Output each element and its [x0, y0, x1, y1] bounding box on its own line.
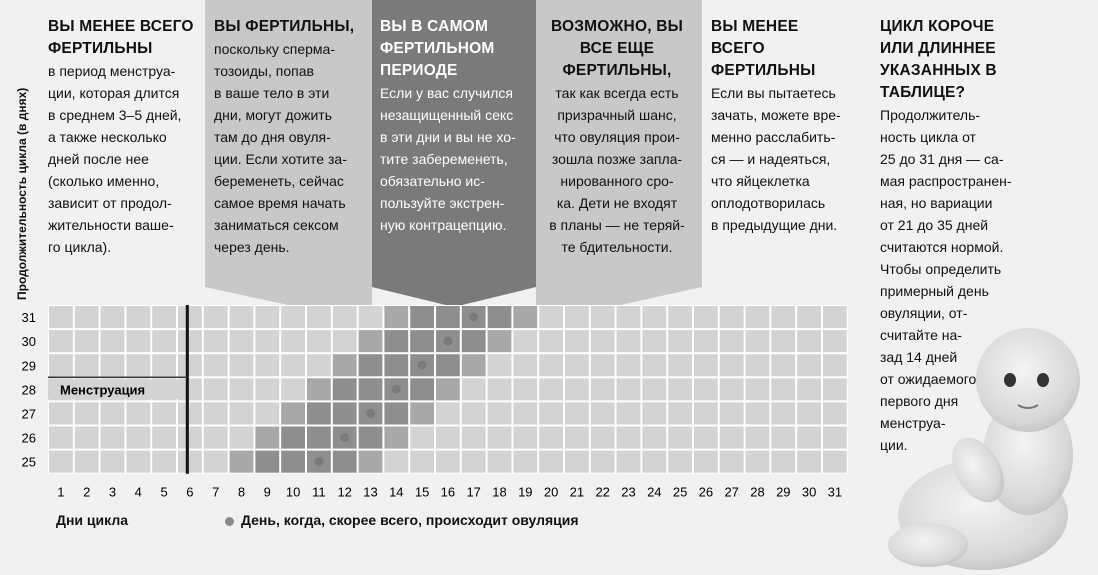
grid-cell — [281, 306, 305, 328]
ovulation-dot — [340, 433, 349, 442]
grid-cell — [255, 378, 279, 400]
grid-cell — [617, 451, 641, 473]
grid-cell — [152, 402, 176, 424]
x-tick-label: 4 — [134, 484, 142, 500]
x-tick-label: 16 — [440, 484, 456, 500]
x-tick-label: 27 — [724, 484, 739, 500]
grid-cell — [488, 354, 512, 376]
x-tick-label: 15 — [414, 484, 430, 500]
grid-cell — [694, 330, 718, 352]
grid-cell — [746, 306, 770, 328]
grid-cell — [281, 378, 305, 400]
grid-cell — [617, 402, 641, 424]
grid-cell — [591, 451, 615, 473]
zone-body: поскольку сперма- тозоиды, попав в ваше тело в эти дни, могут дожить там до дня овуля- ции. Если хотите за- беременеть, сейчас самое время начать заниматься сексом через день. — [214, 41, 347, 255]
grid-cell — [539, 330, 563, 352]
grid-cell — [797, 330, 821, 352]
x-tick-label: 5 — [160, 484, 168, 500]
grid-cell — [539, 354, 563, 376]
grid-cell — [642, 427, 666, 449]
grid-cell — [152, 451, 176, 473]
ovulation-dot — [443, 337, 452, 346]
grid-cell — [230, 378, 254, 400]
grid-cell — [410, 451, 434, 473]
ovulation-dot — [314, 457, 323, 466]
grid-cell — [462, 427, 486, 449]
grid-cell — [513, 427, 537, 449]
x-tick-label: 18 — [492, 484, 507, 500]
x-tick-label: 28 — [750, 484, 765, 500]
y-tick-label: 27 — [21, 406, 36, 422]
grid-cell — [230, 306, 254, 328]
grid-cell — [75, 306, 99, 328]
grid-cell — [307, 427, 331, 449]
grid-cell — [178, 354, 202, 376]
grid-cell — [152, 330, 176, 352]
x-tick-label: 19 — [518, 484, 533, 500]
x-tick-label: 22 — [595, 484, 610, 500]
grid-cell — [565, 306, 589, 328]
grid-cell — [591, 306, 615, 328]
grid-cell — [410, 306, 434, 328]
grid-cell — [591, 378, 615, 400]
grid-cell — [255, 402, 279, 424]
x-tick-label: 21 — [569, 484, 585, 500]
grid-cell — [668, 451, 692, 473]
grid-cell — [436, 451, 460, 473]
x-tick-label: 1 — [57, 484, 65, 500]
grid-cell — [126, 306, 150, 328]
zone-body: Если у вас случился незащищенный секс в эти дни и вы не хо- тите забеременеть, обязательно ис- пользуйте экстрен- ную контрацепцию. — [380, 85, 516, 233]
x-tick-label: 13 — [363, 484, 378, 500]
grid-cell — [746, 330, 770, 352]
grid-cell — [178, 451, 202, 473]
grid-cell — [488, 427, 512, 449]
x-tick-label: 3 — [108, 484, 117, 500]
grid-cell — [75, 451, 99, 473]
grid-cell — [642, 451, 666, 473]
grid-cell — [668, 427, 692, 449]
grid-cell — [462, 451, 486, 473]
y-tick-label: 25 — [21, 454, 36, 470]
grid-cell — [771, 427, 795, 449]
grid-cell — [462, 378, 486, 400]
y-tick-label: 30 — [21, 334, 36, 350]
grid-cell — [436, 354, 460, 376]
zone-heading: ВОЗМОЖНО, ВЫ ВСЕ ЕЩЕ ФЕРТИЛЬНЫ, — [551, 18, 683, 79]
note-body: Продолжитель- ность цикла от 25 до 31 дня — са- мая распространен- ная, но вариации от 21 до 35 дней считаются нормой. Чтобы определить примерный день овуляции, от- считайте на- зад 14 дней от ожидаемого первого дня менструа- ции. — [880, 107, 1012, 453]
grid-cell — [436, 402, 460, 424]
grid-cell — [797, 306, 821, 328]
grid-cell — [488, 306, 512, 328]
grid-cell — [539, 402, 563, 424]
grid-cell — [281, 427, 305, 449]
grid-cell — [591, 427, 615, 449]
grid-cell — [488, 402, 512, 424]
zone-body: в период менструа- ции, которая длится в среднем 3–5 дней, а также несколько дней после нее (сколько именно, зависит от продол- жительности ваше- го цикла). — [48, 63, 182, 255]
baby-illustration — [878, 305, 1093, 575]
grid-cell — [565, 330, 589, 352]
grid-cell — [126, 427, 150, 449]
grid-cell — [720, 402, 744, 424]
legend-text: День, когда, скорее всего, происходит овуляция — [241, 512, 579, 528]
grid-cell — [204, 427, 228, 449]
x-tick-label: 11 — [312, 484, 326, 500]
grid-cell — [694, 378, 718, 400]
grid-cell — [359, 330, 383, 352]
grid-cell — [746, 427, 770, 449]
grid-cell — [823, 402, 847, 424]
grid-cell — [307, 378, 331, 400]
grid-cell — [230, 354, 254, 376]
grid-cell — [255, 306, 279, 328]
grid-cell — [797, 378, 821, 400]
grid-cell — [333, 402, 357, 424]
grid-cell — [462, 354, 486, 376]
grid-cell — [255, 427, 279, 449]
grid-cell — [152, 306, 176, 328]
x-tick-label: 2 — [83, 484, 91, 500]
x-tick-label: 6 — [186, 484, 194, 500]
grid-cell — [642, 378, 666, 400]
grid-cell — [771, 451, 795, 473]
grid-cell — [359, 354, 383, 376]
grid-cell — [307, 306, 331, 328]
grid-cell — [410, 402, 434, 424]
zone-heading: ВЫ МЕНЕЕ ВСЕГО ФЕРТИЛЬНЫ — [711, 18, 816, 79]
grid-cell — [204, 378, 228, 400]
grid-cell — [694, 306, 718, 328]
x-tick-label: 17 — [466, 484, 481, 500]
grid-cell — [823, 354, 847, 376]
grid-cell — [771, 354, 795, 376]
grid-cell — [230, 427, 254, 449]
grid-cell — [720, 306, 744, 328]
grid-cell — [539, 451, 563, 473]
grid-cell — [823, 451, 847, 473]
x-axis-label: Дни цикла — [56, 512, 128, 528]
grid-cell — [591, 330, 615, 352]
grid-cell — [694, 354, 718, 376]
grid-cell — [694, 402, 718, 424]
grid-cell — [668, 330, 692, 352]
grid-cell — [204, 451, 228, 473]
grid-cell — [101, 306, 125, 328]
grid-cell — [668, 306, 692, 328]
grid-cell — [797, 402, 821, 424]
grid-cell — [720, 330, 744, 352]
grid-cell — [823, 330, 847, 352]
grid-cell — [333, 330, 357, 352]
grid-cell — [771, 306, 795, 328]
grid-cell — [152, 427, 176, 449]
menstruation-label: Менструация — [60, 382, 146, 398]
grid-cell — [333, 378, 357, 400]
grid-cell — [255, 330, 279, 352]
x-tick-label: 23 — [621, 484, 636, 500]
grid-cell — [281, 354, 305, 376]
grid-cell — [384, 354, 408, 376]
grid-cell — [797, 354, 821, 376]
grid-cell — [462, 330, 486, 352]
x-tick-label: 30 — [801, 484, 817, 500]
grid-cell — [101, 330, 125, 352]
grid-cell — [720, 451, 744, 473]
grid-cell — [539, 378, 563, 400]
grid-cell — [436, 378, 460, 400]
grid-cell — [513, 330, 537, 352]
grid-cell — [49, 427, 73, 449]
grid-cell — [720, 354, 744, 376]
grid-cell — [75, 330, 99, 352]
grid-cell — [384, 306, 408, 328]
grid-cell — [642, 306, 666, 328]
grid-cell — [513, 306, 537, 328]
grid-cell — [126, 330, 150, 352]
grid-cell — [75, 427, 99, 449]
grid-cell — [255, 451, 279, 473]
grid-cell — [642, 354, 666, 376]
grid-cell — [101, 451, 125, 473]
grid-cell — [720, 378, 744, 400]
grid-cell — [513, 402, 537, 424]
grid-cell — [178, 306, 202, 328]
grid-cell — [746, 402, 770, 424]
x-tick-label: 26 — [698, 484, 714, 500]
grid-cell — [307, 354, 331, 376]
grid-cell — [513, 354, 537, 376]
grid-cell — [488, 330, 512, 352]
grid-cell — [488, 378, 512, 400]
grid-cell — [436, 427, 460, 449]
grid-cell — [617, 330, 641, 352]
grid-cell — [49, 306, 73, 328]
grid-cell — [513, 378, 537, 400]
grid-cell — [126, 402, 150, 424]
grid-cell — [565, 378, 589, 400]
grid-cell — [178, 402, 202, 424]
grid-cell — [178, 330, 202, 352]
zone-heading: ВЫ В САМОМ ФЕРТИЛЬНОМ ПЕРИОДЕ — [380, 18, 495, 79]
grid-cell — [539, 427, 563, 449]
grid-cell — [410, 427, 434, 449]
grid-cell — [204, 402, 228, 424]
grid-cell — [797, 451, 821, 473]
grid-cell — [281, 402, 305, 424]
grid-cell — [694, 427, 718, 449]
grid-cell — [49, 354, 73, 376]
grid-cell — [126, 451, 150, 473]
zone-heading: ВЫ ФЕРТИЛЬНЫ, — [214, 18, 355, 35]
grid-cell — [307, 330, 331, 352]
x-tick-label: 25 — [672, 484, 688, 500]
grid-cell — [694, 451, 718, 473]
grid-cell — [333, 451, 357, 473]
grid-cell — [152, 354, 176, 376]
grid-cell — [746, 378, 770, 400]
grid-cell — [101, 354, 125, 376]
grid-cell — [75, 354, 99, 376]
grid-cell — [384, 402, 408, 424]
grid-cell — [101, 402, 125, 424]
grid-cell — [591, 354, 615, 376]
grid-cell — [101, 427, 125, 449]
x-tick-label: 24 — [647, 484, 662, 500]
grid-cell — [359, 427, 383, 449]
y-tick-label: 28 — [21, 382, 36, 398]
ovulation-dot-legend-icon — [225, 517, 234, 526]
grid-cell — [204, 354, 228, 376]
grid-cell — [642, 402, 666, 424]
grid-cell — [359, 378, 383, 400]
grid-cell — [565, 427, 589, 449]
ovulation-dot — [392, 385, 401, 394]
x-tick-label: 7 — [212, 484, 220, 500]
grid-cell — [359, 451, 383, 473]
grid-cell — [410, 378, 434, 400]
grid-cell — [565, 354, 589, 376]
grid-cell — [49, 402, 73, 424]
note-heading: ЦИКЛ КОРОЧЕ ИЛИ ДЛИННЕЕ УКАЗАННЫХ В ТАБЛИЦЕ? — [880, 18, 997, 101]
grid-cell — [617, 378, 641, 400]
grid-cell — [204, 306, 228, 328]
grid-cell — [617, 354, 641, 376]
x-tick-label: 9 — [263, 484, 271, 500]
grid-cell — [771, 378, 795, 400]
grid-cell — [797, 427, 821, 449]
grid-cell — [539, 306, 563, 328]
x-tick-label: 10 — [285, 484, 301, 500]
y-tick-label: 31 — [21, 310, 36, 326]
y-axis-title: Продолжительность цикла (в днях) — [15, 87, 29, 300]
ovulation-dot — [366, 409, 375, 418]
grid-cell — [410, 330, 434, 352]
grid-cell — [823, 427, 847, 449]
grid-cell — [617, 306, 641, 328]
x-tick-label: 8 — [237, 484, 246, 500]
grid-cell — [49, 330, 73, 352]
grid-cell — [49, 451, 73, 473]
grid-cell — [333, 354, 357, 376]
grid-cell — [281, 451, 305, 473]
grid-cell — [384, 330, 408, 352]
x-tick-label: 29 — [776, 484, 791, 500]
grid-cell — [230, 451, 254, 473]
grid-cell — [746, 354, 770, 376]
grid-cell — [488, 451, 512, 473]
x-tick-label: 20 — [543, 484, 559, 500]
zone-heading: ВЫ МЕНЕЕ ВСЕГО ФЕРТИЛЬНЫ — [48, 18, 194, 57]
grid-cell — [255, 354, 279, 376]
x-tick-label: 31 — [827, 484, 843, 500]
y-tick-label: 29 — [21, 358, 36, 374]
grid-cell — [75, 402, 99, 424]
grid-cell — [617, 427, 641, 449]
grid-cell — [384, 427, 408, 449]
x-tick-label: 14 — [389, 484, 404, 500]
ovulation-dot — [418, 361, 427, 370]
grid-cell — [230, 402, 254, 424]
grid-cell — [462, 402, 486, 424]
grid-cell — [823, 378, 847, 400]
grid-cell — [307, 402, 331, 424]
grid-cell — [333, 306, 357, 328]
grid-cell — [565, 451, 589, 473]
grid-cell — [178, 427, 202, 449]
zone-body: так как всегда есть призрачный шанс, что овуляция прои- зошла позже запла- нированного сро- ка. Дети не входят в планы — не теряй- те бдительности. — [549, 85, 685, 255]
grid-cell — [591, 402, 615, 424]
grid-cell — [230, 330, 254, 352]
grid-cell — [668, 354, 692, 376]
grid-cell — [384, 451, 408, 473]
grid-cell — [668, 378, 692, 400]
grid-cell — [126, 354, 150, 376]
grid-cell — [823, 306, 847, 328]
grid-cell — [720, 427, 744, 449]
grid-cell — [771, 402, 795, 424]
x-tick-label: 12 — [337, 484, 352, 500]
grid-cell — [771, 330, 795, 352]
grid-cell — [436, 306, 460, 328]
grid-cell — [359, 306, 383, 328]
grid-cell — [204, 330, 228, 352]
grid-cell — [513, 451, 537, 473]
y-tick-label: 26 — [21, 430, 36, 446]
zone-body: Если вы пытаетесь зачать, можете вре- менно расслабить- ся — и надеяться, что яйцеклетка оплодотворилась в предыдущие дни. — [711, 85, 841, 233]
grid-cell — [281, 330, 305, 352]
grid-cell — [746, 451, 770, 473]
grid-cell — [565, 402, 589, 424]
grid-cell — [668, 402, 692, 424]
grid-cell — [642, 330, 666, 352]
ovulation-dot — [469, 313, 478, 322]
